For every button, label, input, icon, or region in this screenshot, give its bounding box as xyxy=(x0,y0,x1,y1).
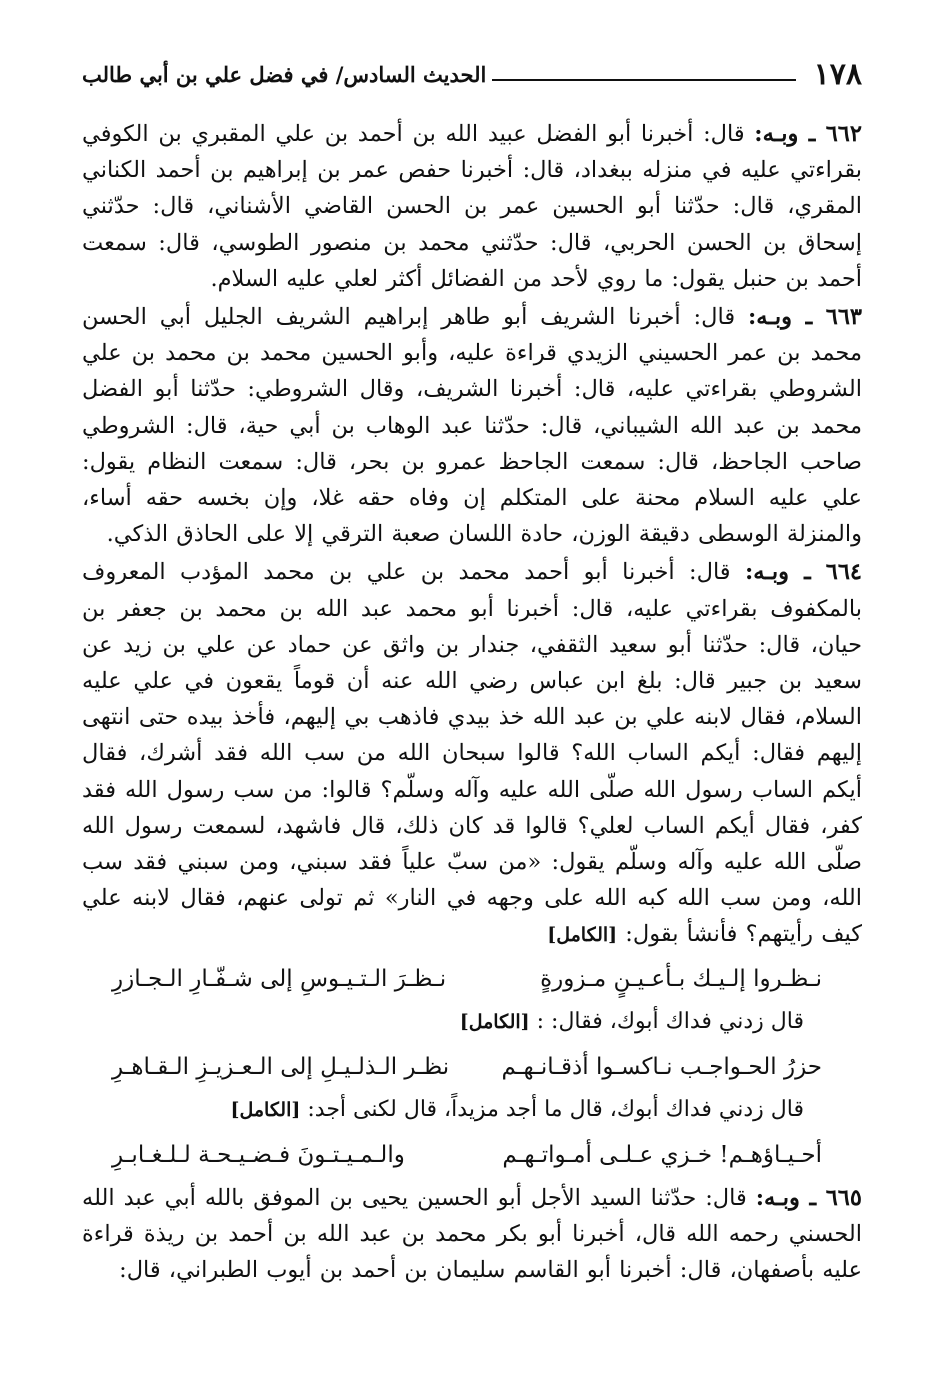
paragraph-665 xyxy=(82,1180,862,1289)
verse-hemistich-right: حزرُ الحـواجـب نـاكسـوا أذقـانـهـم xyxy=(501,1053,822,1080)
verse-hemistich-left: والـمـيـتـونَ فـضـيـحـة لـلـغـابـرِ xyxy=(112,1141,405,1168)
page-body xyxy=(82,116,862,1288)
verse-hemistich-right: نـظـروا إلـيـك بـأعـيـنٍ مـزورةٍ xyxy=(540,965,822,992)
paragraph-text: قال: أخبرنا أبو أحمد محمد بن علي بن محمد المؤدب المعروف بالمكفوف بقراءتي عليه، قال: أخبرنا أبو محمد عبد الله بن محمد بن جعفر بن حيان، قال: حدّثنا أبو سعيد الثقفي، جندار بن واثق عن حماد عن علي بن زيد عن سعيد بن جبير قال: بلغ ابن عباس رضي الله عنه أن قوماً يقعون في علي عليه السلام، فقال لابنه علي بن عبد الله خذ بيدي فاذهب بي إليهم، فأخذ بيده حتى انتهى إليهم فقال: أيكم الساب الله؟ قالوا سبحان الله من سب الله فقد أشرك، فقال أيكم الساب رسول الله صلّى الله عليه وآله وسلّم؟ قالوا: من سب رسول الله فقد كفر، فقال أيكم الساب لعلي؟ قالوا قد كان ذلك، قال فاشهد، لسمعت رسول الله صلّى الله عليه وآله وسلّم يقول: «من سبّ علياً فقد سبني، ومن سبني فقد سب الله، ومن سب الله كبه الله على وجهه في النار» ثم تولى عنهم، فقال لابنه علي كيف رأيتهم؟ فأنشأ بقول: xyxy=(82,559,862,948)
meter-label: [الكامل] xyxy=(547,924,618,947)
note-text: قال زدني فداك أبوك، قال ما أجد مزيداً، قال لكنى أجد: xyxy=(300,1096,804,1122)
hadith-number: ٦٦٢ ـ وبـه: xyxy=(754,121,862,147)
hadith-number: ٦٦٣ ـ وبـه: xyxy=(747,304,862,331)
paragraph-662 xyxy=(82,116,862,297)
header-rule xyxy=(492,79,795,81)
verse-line xyxy=(112,1134,822,1176)
note-text: قال زدني فداك أبوك، فقال: : xyxy=(529,1008,804,1034)
running-title: الحديث السادس/ في فضل علي بن أبي طالب xyxy=(82,61,487,87)
paragraph-text: قال: حدّثنا السيد الأجل أبو الحسين يحيى بن الموفق بالله أبي عبد الله الحسني رحمه الله قال، أخبرنا أبو بكر محمد بن عبد الله بن أحمد بن ريذة قراءة عليه بأصفهان، قال: أخبرنا أبو القاسم سليمان بن أحمد بن أيوب الطبراني، قال: xyxy=(82,1184,862,1284)
meter-label: [الكامل] xyxy=(459,1010,530,1033)
verse-hemistich-left: نظـر الـذلـيـلِ إلى الـعـزيـزِ الـقـاهـرِ xyxy=(112,1053,450,1080)
verse-line xyxy=(112,958,822,1000)
verse-line xyxy=(112,1046,822,1088)
paragraph-text: قال: أخبرنا الشريف أبو طاهر إبراهيم الشريف الجليل أبي الحسن محمد بن عمر الحسيني الزيدي قراءة عليه، وأبو الحسين محمد بن محمد بن علي الشروطي بقراءتي عليه، قال: أخبرنا الشريف، وقال الشروطي: حدّثنا أبو الفضل محمد بن عبد الله الشيباني، قال: حدّثنا عبد الوهاب بن أبي حية، قال: الشروطي صاحب الجاحظ، قال: سمعت الجاحظ عمرو بن بحر، قال: سمعت النظام يقول: علي عليه السلام محنة على المتكلم إن وفاه حقه غلا، وإن بخسه حقه أساء، والمنزلة الوسطى دقيقة الوزن، حادة اللسان صعبة الترقي إلا على الحاذق الذكي. xyxy=(82,304,862,548)
verse-hemistich-right: أحـيـاؤهـم! خـزي عـلـى أمـواتـهـم xyxy=(502,1141,822,1168)
page-header xyxy=(82,52,862,96)
hadith-number: ٦٦٥ ـ وبـه: xyxy=(755,1184,862,1211)
paragraph-663 xyxy=(82,299,862,552)
paragraph-664 xyxy=(82,554,862,953)
paragraph-text: قال: أخبرنا أبو الفضل عبيد الله بن أحمد بن علي المقبري بن الكوفي بقراءتي عليه في منزله ببغداد، قال: أخبرنا حفص عمر بن إبراهيم بن أحمد الكناني المقري، قال: حدّثنا أبو الحسين عمر بن الحسن القاضي الأشناني، قال: حدّثني إسحاق بن الحسن الحربي، قال: حدّثني محمد بن منصور الطوسي، قال: سمعت أحمد بن حنبل يقول: ما روي لأحد من الفضائل أكثر لعلي عليه السلام. xyxy=(82,121,862,292)
hadith-number: ٦٦٤ ـ وبـه: xyxy=(744,559,862,586)
meter-label: [الكامل] xyxy=(230,1098,301,1121)
verse-hemistich-left: نـظـرَ الـتـيـوسِ إلى شـفّـارِ الـجـازرِ xyxy=(112,965,447,992)
page-number: ١٧٨ xyxy=(813,56,862,92)
verse-note xyxy=(82,1004,862,1040)
verse-note xyxy=(82,1092,862,1128)
